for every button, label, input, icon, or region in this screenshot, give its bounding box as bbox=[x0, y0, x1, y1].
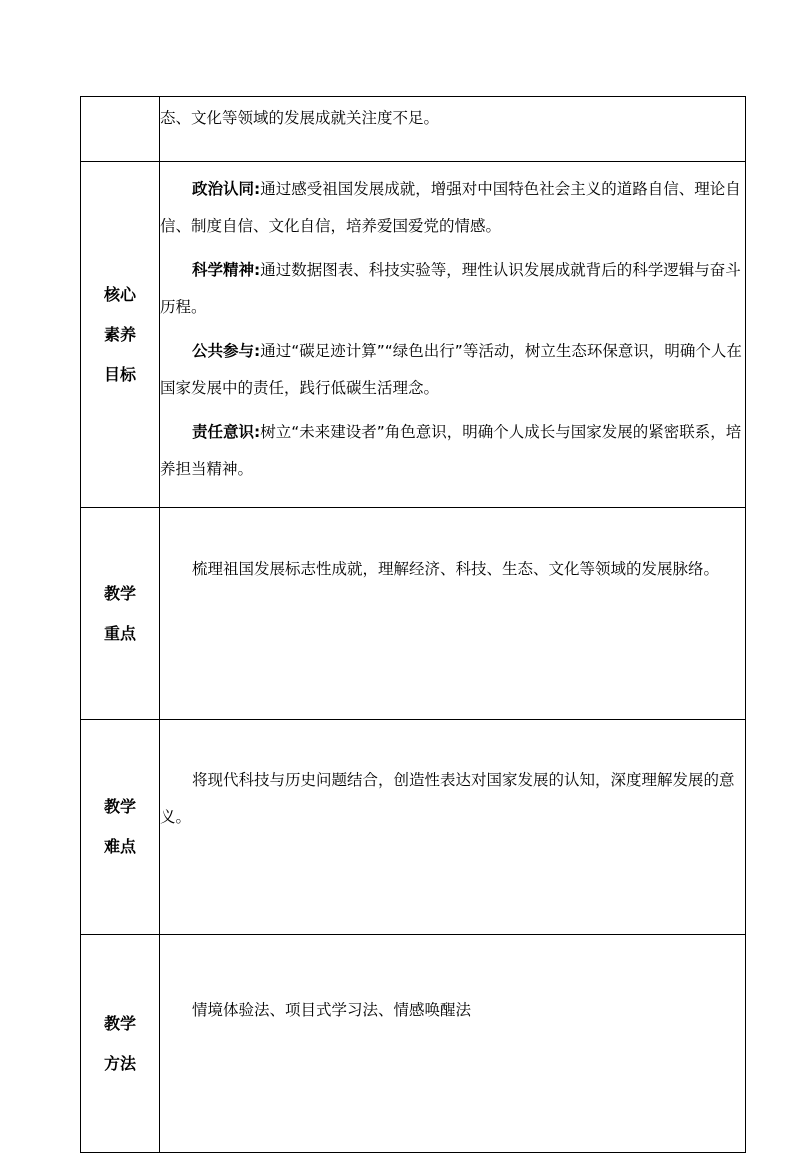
label-line: 教学 bbox=[103, 583, 136, 603]
label-line: 目标 bbox=[103, 364, 136, 384]
goal-text: 通过数据图表、科技实验等，理性认识发展成就背后的科学逻辑与奋斗历程。 bbox=[160, 261, 741, 316]
goal-paragraph-participation bbox=[160, 333, 745, 407]
key-points-content bbox=[160, 508, 746, 720]
label-line: 教学 bbox=[103, 1013, 136, 1033]
goal-term: 政治认同: bbox=[192, 180, 261, 198]
table-row-difficulties bbox=[81, 720, 746, 935]
goal-text: 树立“未来建设者”角色意识，明确个人成长与国家发展的紧密联系，培养担当精神。 bbox=[160, 423, 742, 478]
table-row-continuation bbox=[81, 97, 746, 162]
difficulties-content bbox=[160, 720, 746, 935]
label-line: 素养 bbox=[103, 324, 136, 344]
label-line: 重点 bbox=[103, 623, 136, 643]
goal-text: 通过感受祖国发展成就，增强对中国特色社会主义的道路自信、理论自信、制度自信、文化自信，培养爱国爱党的情感。 bbox=[160, 180, 741, 235]
continuation-text: 态、文化等领域的发展成就关注度不足。 bbox=[160, 109, 440, 127]
methods-text: 情境体验法、项目式学习法、情感唤醒法 bbox=[192, 1001, 472, 1019]
table-row-core-goals bbox=[81, 162, 746, 508]
lesson-plan-table bbox=[80, 96, 746, 1153]
label-line: 方法 bbox=[103, 1053, 136, 1073]
goal-paragraph-responsibility bbox=[160, 414, 745, 488]
difficulties-text: 将现代科技与历史问题结合，创造性表达对国家发展的认知，深度理解发展的意义。 bbox=[160, 771, 735, 826]
methods-content bbox=[160, 935, 746, 1153]
table-row-methods bbox=[81, 935, 746, 1153]
core-goals-label bbox=[81, 162, 160, 508]
goal-paragraph-science bbox=[160, 252, 745, 326]
label-line: 难点 bbox=[103, 837, 136, 856]
goal-paragraph-political bbox=[160, 171, 745, 245]
label-line: 教学 bbox=[103, 797, 136, 816]
difficulties-label bbox=[81, 720, 160, 935]
key-points-text: 梳理祖国发展标志性成就，理解经济、科技、生态、文化等领域的发展脉络。 bbox=[192, 560, 720, 578]
goal-term: 公共参与: bbox=[192, 342, 261, 360]
key-points-label bbox=[81, 508, 160, 720]
table-row-key-points bbox=[81, 508, 746, 720]
goal-term: 责任意识: bbox=[192, 423, 261, 441]
label-line: 核心 bbox=[103, 284, 136, 304]
methods-label bbox=[81, 935, 160, 1153]
empty-label-cell bbox=[81, 97, 160, 162]
core-goals-content bbox=[160, 162, 746, 508]
continuation-cell bbox=[160, 97, 746, 162]
goal-text: 通过“碳足迹计算”“绿色出行”等活动，树立生态环保意识，明确个人在国家发展中的责任，践行低碳生活理念。 bbox=[160, 342, 742, 397]
goal-term: 科学精神: bbox=[192, 261, 261, 279]
